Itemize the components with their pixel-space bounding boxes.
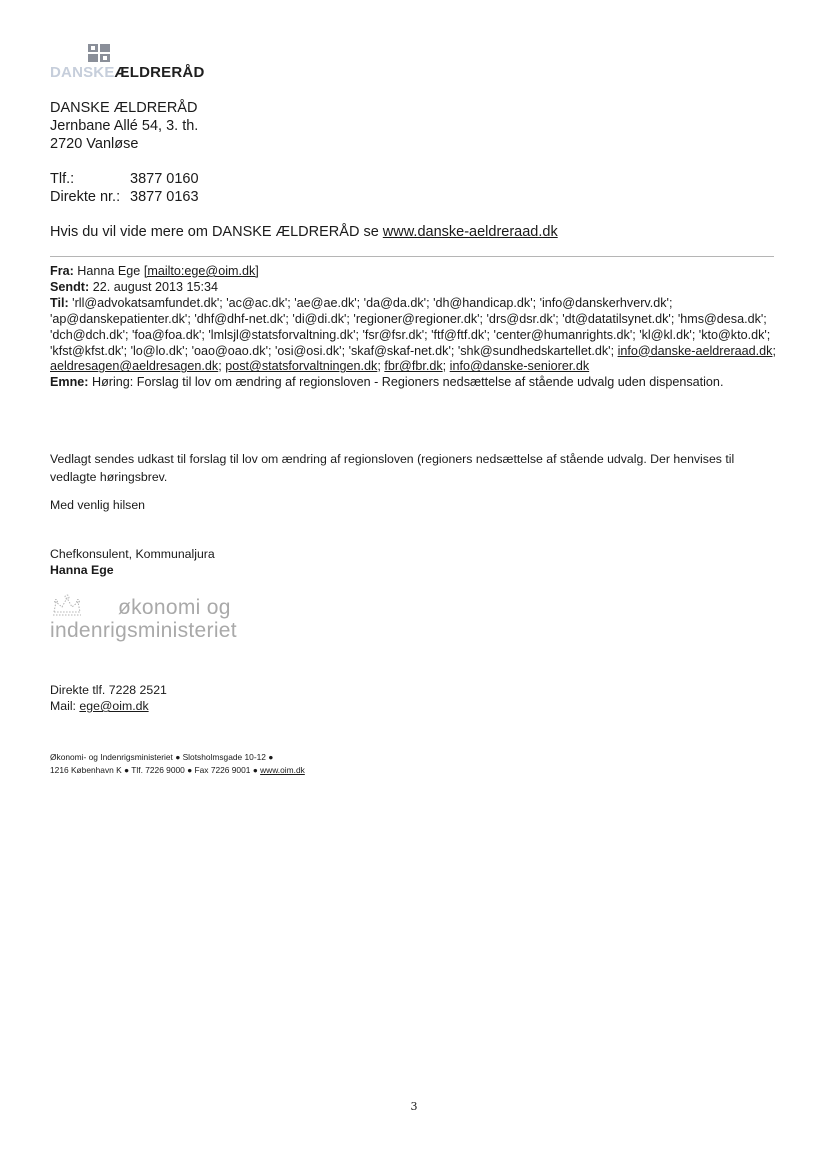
info-line <box>50 223 558 241</box>
to-link[interactable]: fbr@fbr.dk <box>384 359 443 374</box>
phone-value: 3877 0160 <box>130 171 199 187</box>
divider <box>50 256 774 257</box>
direct-value: 3877 0163 <box>130 189 199 205</box>
to-row: Til: 'rll@advokatsamfundet.dk'; 'ac@ac.dk'; 'ae@ae.dk'; 'da@da.dk'; 'dh@handicap.dk'; 'info@danskerhverv.dk'; 'ap@danskepatienter.dk'; 'dhf@dhf-net.dk'; 'di@di.dk'; 'regioner@regioner.dk'; 'drs@dsr.dk'; 'dt@datatilsynet.dk'; 'hms@desa.dk'; 'dch@dch.dk'; 'foa@foa.dk'; 'lmlsjl@statsforvaltning.dk'; 'fsr@fsr.dk'; 'ftf@ftf.dk'; 'center@humanrights.dk'; 'kl@kl.dk'; 'kto@kto.dk'; 'kfst@kfst.dk'; 'lo@lo.dk'; 'oao@oao.dk'; 'osi@osi.dk'; 'skaf@skaf-net.dk'; 'shk@sundhedskartellet.dk'; info@danske-aeldreraad.dk; aeldresagen@aeldresagen.dk; post@statsforvaltningen.dk; fbr@fbr.dk; info@danske-seniorer.dk <box>50 295 776 374</box>
page-number: 3 <box>410 1100 418 1113</box>
sent-label: Sendt: <box>50 279 90 294</box>
mail-label: Mail: <box>50 699 76 713</box>
subject-row <box>50 375 778 391</box>
direct-label: Direkte nr.: <box>50 189 121 205</box>
to-link[interactable]: post@statsforvaltningen.dk <box>225 359 378 374</box>
footer-line2-text: 1216 København K ● Tlf. 7226 9000 ● Fax 7226 9001 ● <box>50 765 258 775</box>
from-name: Hanna Ege <box>77 264 141 278</box>
sender-title: Chefkonsulent, Kommunaljura <box>50 547 215 561</box>
sender-name: Hanna Ege <box>50 563 114 577</box>
address-line2: 2720 Vanløse <box>50 136 139 152</box>
sent-value: 22. august 2013 15:34 <box>92 279 219 294</box>
phone-label: Tlf.: <box>50 171 75 187</box>
footer-link[interactable]: www.oim.dk <box>260 765 305 775</box>
address-line1: Jernbane Allé 54, 3. th. <box>50 118 199 134</box>
to-link[interactable]: aeldresagen@aeldresagen.dk <box>50 359 219 374</box>
to-link[interactable]: info@danske-aeldreraad.dk <box>617 343 773 358</box>
footer-line2 <box>50 764 305 777</box>
to-text: 'rll@advokatsamfundet.dk'; 'ac@ac.dk'; 'ae@ae.dk'; 'da@da.dk'; 'dh@handicap.dk'; 'info@danskerhverv.dk'; 'ap@danskepatienter.dk'; 'dhf@dhf-net.dk'; 'di@di.dk'; 'regioner@regioner.dk'; 'drs@dsr.dk'; 'dt@datatilsynet.dk'; 'hms@desa.dk'; 'dch@dch.dk'; 'foa@foa.dk'; 'lmlsjl@statsforvaltning.dk'; 'fsr@fsr.dk'; 'ftf@ftf.dk'; 'center@humanrights.dk'; 'kl@kl.dk'; 'kto@kto.dk'; 'kfst@kfst.dk'; 'lo@lo.dk'; 'oao@oao.dk'; 'osi@osi.dk'; 'skaf@skaf-net.dk'; 'shk@sundhedskartellet.dk'; <box>50 295 771 358</box>
ministry-logo-line2: indenrigsministeriet <box>50 619 237 642</box>
body-paragraph: Vedlagt sendes udkast til forslag til lov om ændring af regionsloven (regioners nedsættelse af stående udvalg. Der henvises til vedlagte høringsbrev. <box>50 452 735 484</box>
direct-phone: Direkte tlf. 7228 2521 <box>50 683 167 697</box>
info-link[interactable]: www.danske-aeldreraad.dk <box>382 224 558 240</box>
email-header <box>50 264 778 391</box>
subject-value: Høring: Forslag til lov om ændring af regionsloven - Regioners nedsættelse af stående udvalg uden dispensation. <box>92 375 724 390</box>
from-row <box>50 264 778 280</box>
to-label: Til: <box>50 295 69 310</box>
to-link[interactable]: info@danske-seniorer.dk <box>449 359 590 374</box>
footer-line1: Økonomi- og Indenrigsministeriet ● Slotsholmsgade 10-12 ● <box>50 752 274 762</box>
logo-prefix: DANSKE <box>50 64 115 81</box>
mail-row <box>50 698 778 716</box>
crown-icon <box>50 594 84 618</box>
org-name: DANSKE ÆLDRERÅD <box>50 100 198 116</box>
logo-main: ÆLDRERÅD <box>114 64 205 81</box>
mail-link[interactable]: ege@oim.dk <box>79 699 149 713</box>
direct-row <box>50 188 199 206</box>
danske-aeldreraad-logo-icon <box>88 44 110 63</box>
greeting: Med venlig hilsen <box>50 498 146 512</box>
subject-label: Emne: <box>50 375 89 390</box>
sent-row <box>50 280 778 296</box>
from-label: Fra: <box>50 264 74 278</box>
letterhead-logo-text <box>50 64 204 81</box>
from-link[interactable]: [mailto:ege@oim.dk] <box>143 264 259 278</box>
ministry-logo-line1: økonomi og <box>118 596 231 619</box>
info-text: Hvis du vil vide mere om DANSKE ÆLDRERÅD se <box>50 224 379 240</box>
ministry-logo <box>50 594 255 646</box>
phone-row <box>50 170 199 188</box>
